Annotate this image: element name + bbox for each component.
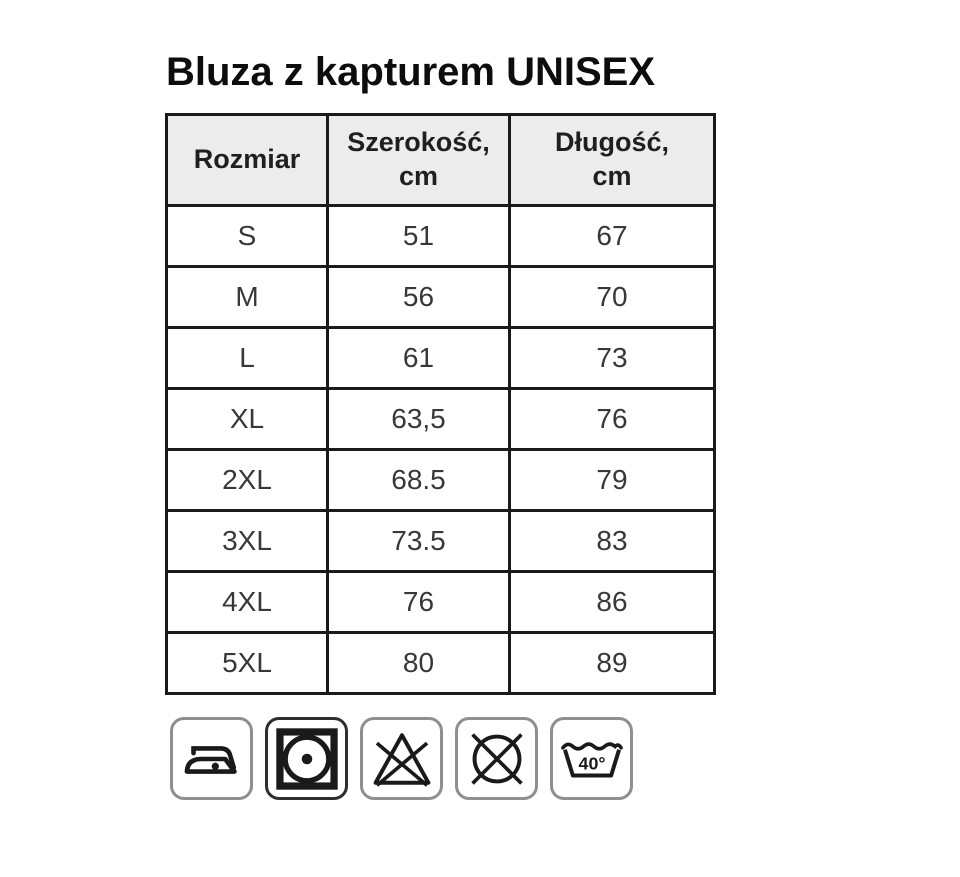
- cell-length: 89: [510, 633, 715, 694]
- table-row: [167, 511, 715, 572]
- table-row: [167, 450, 715, 511]
- cell-width: 51: [328, 206, 510, 267]
- column-header-length: [510, 115, 715, 206]
- size-table-header: [167, 115, 715, 206]
- do-not-bleach-icon: [360, 717, 443, 800]
- size-table-body: [167, 206, 715, 694]
- cell-length: 79: [510, 450, 715, 511]
- cell-size: 2XL: [167, 450, 328, 511]
- cell-length: 86: [510, 572, 715, 633]
- size-table: [165, 113, 716, 695]
- wash-temperature-label: 40°: [578, 753, 605, 774]
- page-title: Bluza z kapturem UNISEX: [166, 50, 656, 94]
- tumble-dry-icon: [265, 717, 348, 800]
- header-row: [167, 115, 715, 206]
- cell-size: XL: [167, 389, 328, 450]
- wash-40-icon: [550, 717, 633, 800]
- cell-size: S: [167, 206, 328, 267]
- cell-size: 3XL: [167, 511, 328, 572]
- cell-width: 68.5: [328, 450, 510, 511]
- table-row: [167, 389, 715, 450]
- cell-width: 73.5: [328, 511, 510, 572]
- header-line: cm: [398, 161, 439, 191]
- table-row: [167, 328, 715, 389]
- cell-length: 70: [510, 267, 715, 328]
- cell-width: 63,5: [328, 389, 510, 450]
- table-row: [167, 572, 715, 633]
- cell-size: L: [167, 328, 328, 389]
- cell-size: M: [167, 267, 328, 328]
- cell-length: 76: [510, 389, 715, 450]
- table-row: [167, 267, 715, 328]
- header-line: Rozmiar: [193, 144, 301, 175]
- cell-length: 83: [510, 511, 715, 572]
- table-row: [167, 633, 715, 694]
- column-header-size: [167, 115, 328, 206]
- column-header-width: [328, 115, 510, 206]
- table-row: [167, 206, 715, 267]
- cell-width: 61: [328, 328, 510, 389]
- cell-size: 5XL: [167, 633, 328, 694]
- header-line: Długość,: [554, 127, 669, 158]
- care-symbols-row: [170, 717, 633, 800]
- cell-length: 73: [510, 328, 715, 389]
- header-line: cm: [592, 161, 632, 191]
- cell-size: 4XL: [167, 572, 328, 633]
- cell-width: 76: [328, 572, 510, 633]
- do-not-dry-clean-icon: [455, 717, 538, 800]
- iron-one-dot-icon: [170, 717, 253, 800]
- cell-width: 56: [328, 267, 510, 328]
- header-line: Szerokość,: [347, 127, 490, 158]
- cell-length: 67: [510, 206, 715, 267]
- cell-width: 80: [328, 633, 510, 694]
